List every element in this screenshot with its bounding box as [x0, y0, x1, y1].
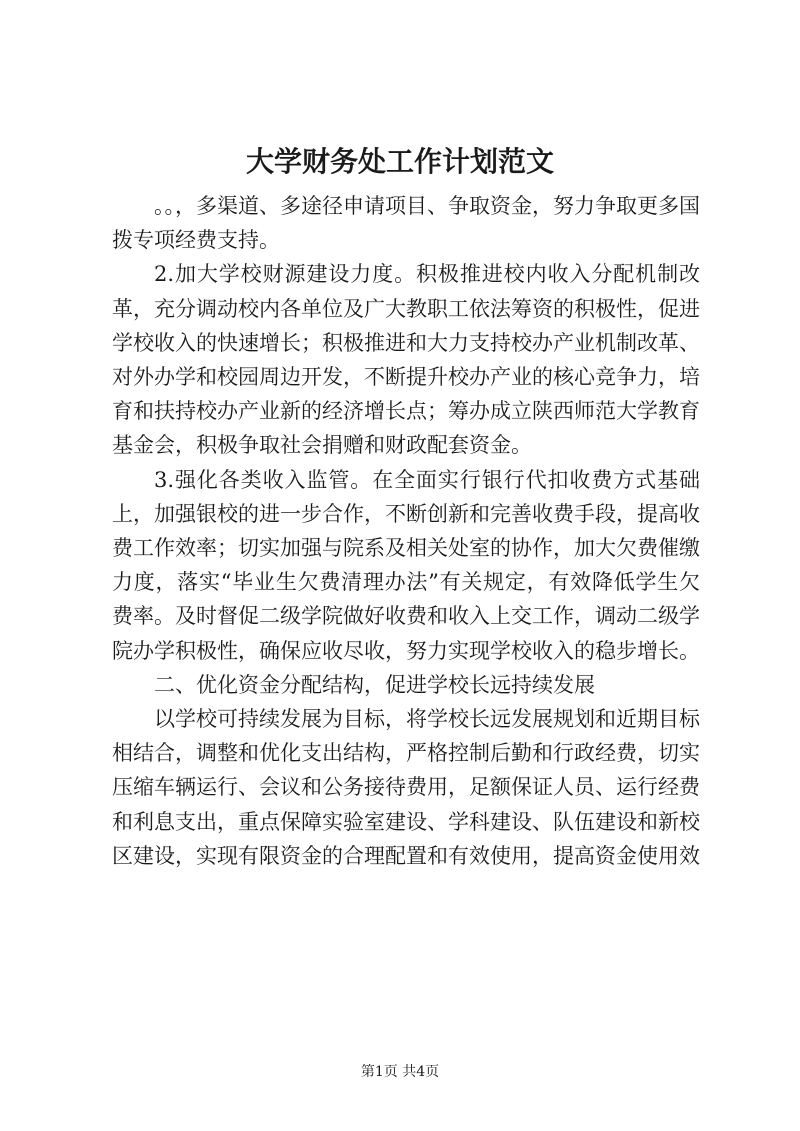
paragraph-1: 。。，多渠道、多途径申请项目、争取资金，努力争取更多国拨专项经费支持。 — [112, 194, 700, 253]
section-heading: 二、优化资金分配结构，促进学校长远持续发展 — [154, 672, 595, 697]
paragraph-3: 3.强化各类收入监管。在全面实行银行代扣收费方式基础上，加强银校的进一步合作，不断创新和完善收费手段，提高收费工作效率；切实加强与院系及相关处室的协作，加大欠费催缴力度，落实“毕业生欠费清理办法”有关规定，有效降低学生欠费率。及时督促二级学院做好收费和收入上交工作，调动二级学院办学积极性，确保应收尽收，努力实现学校收入的稳步增长。 — [112, 467, 700, 663]
paragraph-4: 以学校可持续发展为目标，将学校长远发展规划和近期目标相结合，调整和优化支出结构，严格控制后勤和行政经费，切实压缩车辆运行、会议和公务接待费用，足额保证人员、运行经费和利息支出，重点保障实验室建设、学科建设、队伍建设和新校区建设，实现有限资金的合理配置和有效使用，提高资金使用效 — [112, 707, 700, 868]
paragraph-2: 2.加大学校财源建设力度。积极推进校内收入分配机制改革，充分调动校内各单位及广大教职工依法筹资的积极性，促进学校收入的快速增长；积极推进和大力支持校办产业机制改革、对外办学和校园周边开发，不断提升校办产业的核心竞争力，培育和扶持校办产业新的经济增长点；筹办成立陕西师范大学教育基金会，积极争取社会捐赠和财政配套资金。 — [112, 262, 700, 458]
document-body — [112, 189, 700, 873]
document-title: 大学财务处工作计划范文 — [245, 145, 554, 178]
page-number-footer: 第1页 共4页 — [360, 1064, 440, 1080]
